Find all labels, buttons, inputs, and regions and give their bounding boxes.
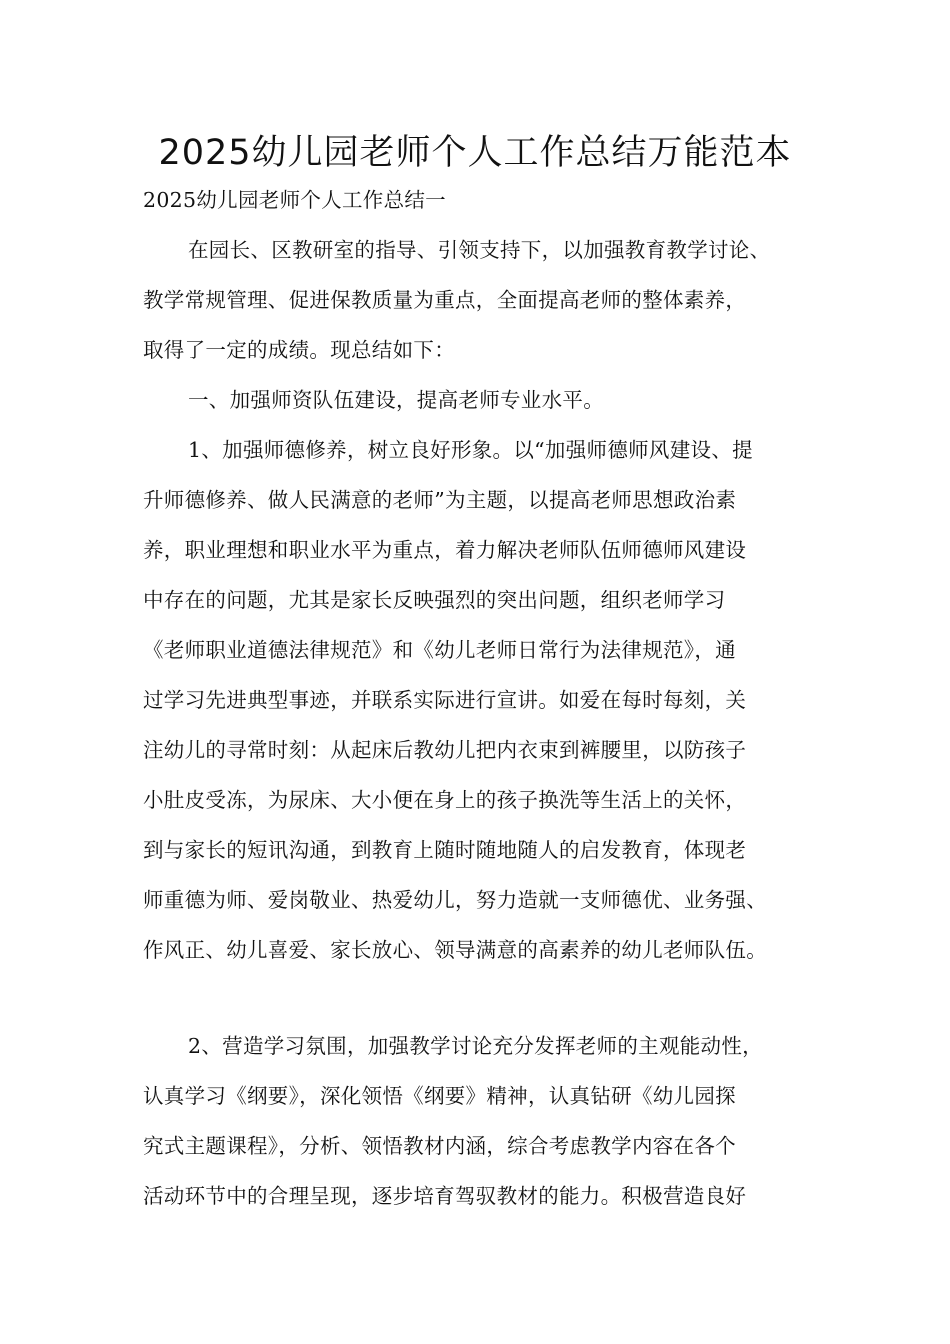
paragraph-line: 注幼儿的寻常时刻：从起床后教幼儿把内衣束到裤腰里，以防孩子	[143, 738, 747, 762]
paragraph-line: 过学习先进典型事迹，并联系实际进行宣讲。如爱在每时每刻，关	[143, 688, 747, 712]
paragraph-line: 到与家长的短讯沟通，到教育上随时随地随人的启发教育，体现老	[143, 838, 747, 862]
paragraph-line: 小肚皮受冻，为尿床、大小便在身上的孩子换洗等生活上的关怀，	[143, 788, 747, 812]
paragraph-line: 认真学习《纲要》，深化领悟《纲要》精神，认真钻研《幼儿园探	[143, 1084, 736, 1108]
paragraph-line: 中存在的问题，尤其是家长反映强烈的突出问题，组织老师学习	[143, 588, 726, 612]
paragraph-line: 取得了一定的成绩。现总结如下：	[143, 338, 455, 362]
paragraph-line: 师重德为师、爱岗敬业、热爱幼儿，努力造就一支师德优、业务强、	[143, 888, 767, 912]
paragraph-line: 养，职业理想和职业水平为重点，着力解决老师队伍师德师风建设	[143, 538, 747, 562]
document-title: 2025幼儿园老师个人工作总结万能范本	[158, 133, 792, 173]
paragraph-line: 究式主题课程》，分析、领悟教材内涵，综合考虑教学内容在各个	[143, 1134, 736, 1158]
paragraph-line: 2、营造学习氛围，加强教学讨论充分发挥老师的主观能动性，	[188, 1034, 763, 1058]
paragraph-line: 1、加强师德修养，树立良好形象。以“加强师德师风建设、提	[188, 438, 753, 462]
paragraph-line: 活动环节中的合理呈现，逐步培育驾驭教材的能力。积极营造良好	[143, 1184, 747, 1208]
section-heading: 一、加强师资队伍建设，提高老师专业水平。	[188, 388, 604, 412]
paragraph-line: 在园长、区教研室的指导、引领支持下，以加强教育教学讨论、	[188, 238, 771, 262]
paragraph-line: 教学常规管理、促进保教质量为重点，全面提高老师的整体素养，	[143, 288, 747, 312]
section-subtitle: 2025幼儿园老师个人工作总结一	[143, 188, 446, 212]
paragraph-line: 《老师职业道德法律规范》和《幼儿老师日常行为法律规范》，通	[143, 638, 736, 662]
paragraph-line: 升师德修养、做人民满意的老师”为主题，以提高老师思想政治素	[143, 488, 737, 512]
paragraph-line: 作风正、幼儿喜爱、家长放心、领导满意的高素养的幼儿老师队伍。	[143, 938, 767, 962]
